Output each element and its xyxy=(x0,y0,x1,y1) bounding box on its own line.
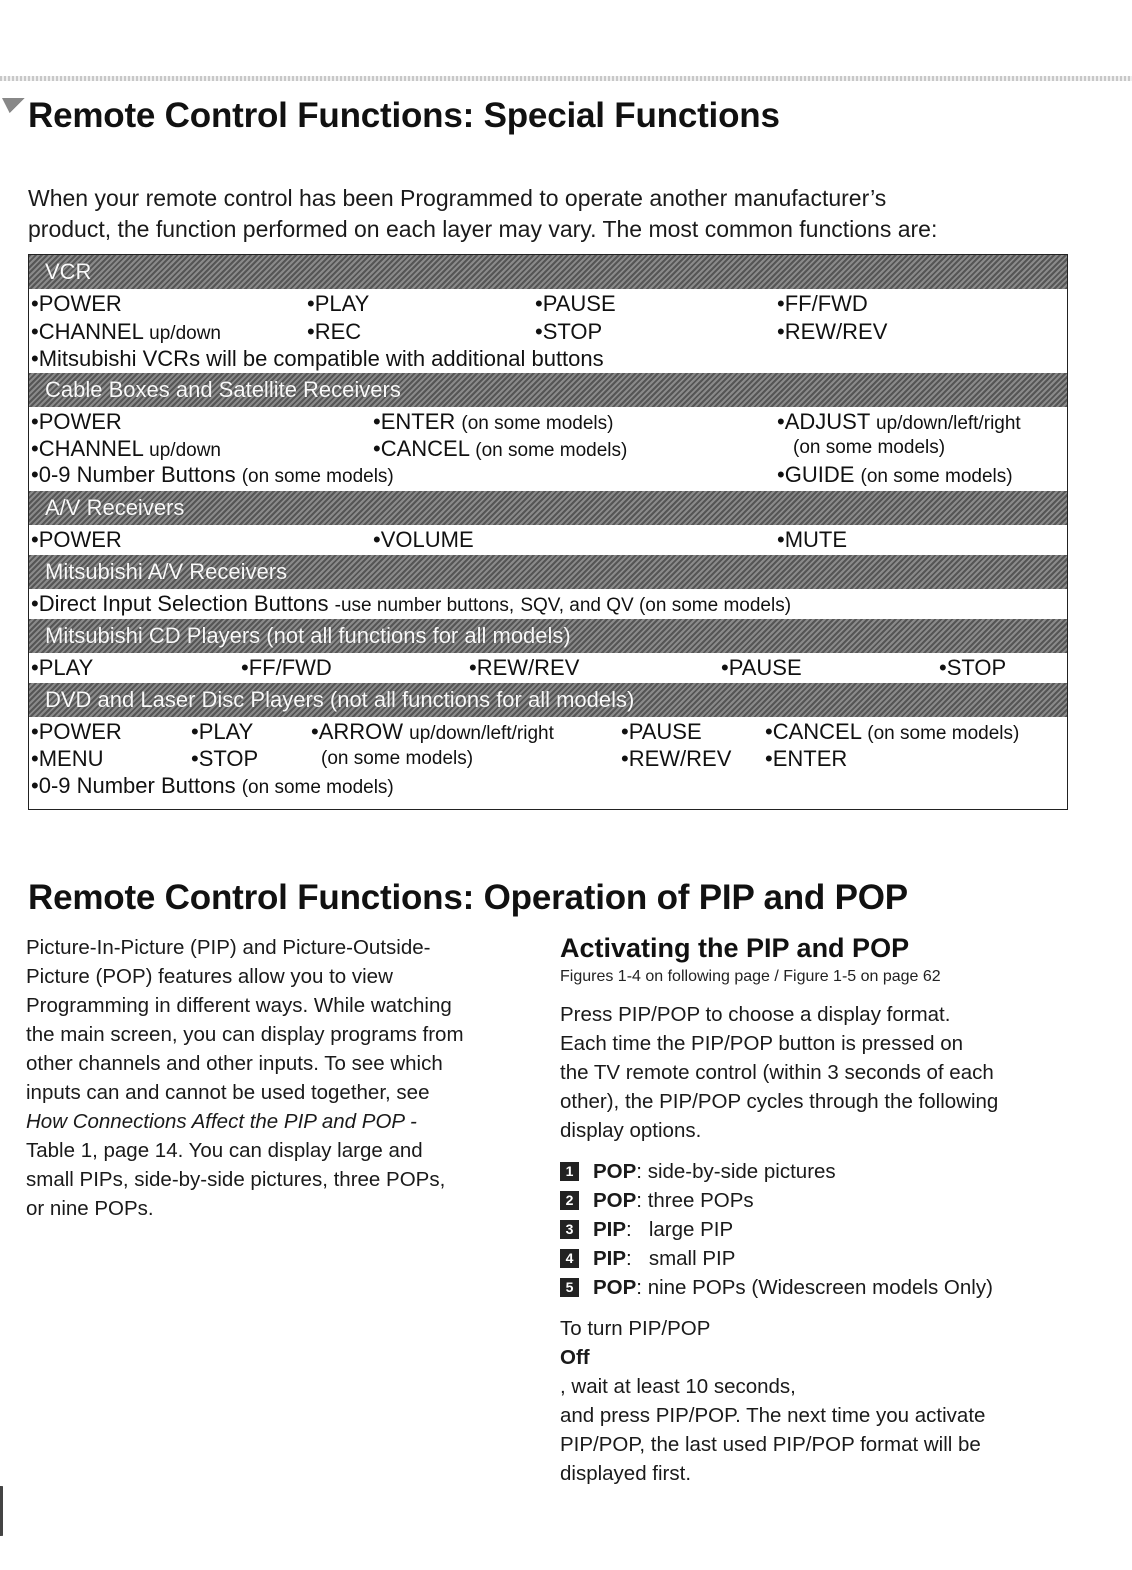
cable-adjust xyxy=(777,409,1021,435)
cable-adjust-label: •ADJUST xyxy=(777,409,870,434)
vcr-channel-label: •CHANNEL xyxy=(31,319,144,344)
cd-ff: •FF/FWD xyxy=(241,655,332,680)
cable-adjust-note2: (on some models) xyxy=(793,437,946,458)
cd-play: •PLAY xyxy=(31,655,94,680)
av-volume: •VOLUME xyxy=(373,527,474,552)
vcr-play: •PLAY xyxy=(307,291,370,316)
cable-guide-note: (on some models) xyxy=(860,466,1013,487)
turn-off-line xyxy=(560,1314,1080,1401)
vcr-note: •Mitsubishi VCRs will be compatible with additional buttons xyxy=(31,346,604,371)
intro-line: product, the function performed on each layer may vary. The most common functions are: xyxy=(28,216,938,242)
mav-direct-note: -use number buttons, xyxy=(334,595,515,616)
cd-header: Mitsubishi CD Players (not all functions for all models) xyxy=(29,619,1067,653)
dvd-power: •POWER xyxy=(31,719,122,744)
option-text: : side-by-side pictures xyxy=(636,1160,836,1183)
page-number-edge xyxy=(0,1486,9,1536)
activation-line: other), the PIP/POP cycles through the following xyxy=(560,1090,999,1113)
activation-paragraph xyxy=(560,1000,1080,1145)
cd-stop: •STOP xyxy=(939,655,1007,680)
dvd-pause: •PAUSE xyxy=(621,719,702,744)
cable-adjust-note: up/down/left/right xyxy=(876,413,1021,434)
dvd-numbers-label: •0-9 Number Buttons xyxy=(31,773,236,798)
pip-intro-line: other channels and other inputs. To see which xyxy=(26,1052,443,1075)
cable-channel xyxy=(31,436,221,462)
vcr-body xyxy=(29,289,1067,373)
section-title-pip: Remote Control Functions: Operation of PIP and POP xyxy=(28,878,908,917)
display-option xyxy=(560,1273,1080,1302)
cable-enter-label: •ENTER xyxy=(373,409,456,434)
display-option xyxy=(560,1215,1080,1244)
cable-body xyxy=(29,407,1067,491)
cd-body xyxy=(29,653,1067,683)
turn-off-line: displayed first. xyxy=(560,1462,692,1485)
cable-guide-label: •GUIDE xyxy=(777,462,855,487)
vcr-pause: •PAUSE xyxy=(535,291,616,316)
cable-cancel xyxy=(373,436,627,462)
dvd-arrow-label: •ARROW xyxy=(311,719,404,744)
cable-numbers-note: (on some models) xyxy=(241,466,394,487)
cable-numbers xyxy=(31,462,394,488)
vcr-channel xyxy=(31,319,221,345)
option-number-badge: 1 xyxy=(560,1162,579,1181)
turn-off-text: , wait at least 10 seconds, xyxy=(560,1375,796,1398)
display-options-list xyxy=(560,1157,1080,1302)
pip-intro-line: inputs can and cannot be used together, see xyxy=(26,1081,430,1104)
cable-power: •POWER xyxy=(31,409,122,434)
activation-line: Press PIP/POP to choose a display format. xyxy=(560,1003,951,1026)
av-body xyxy=(29,525,1067,555)
vcr-rec: •REC xyxy=(307,319,362,344)
display-option xyxy=(560,1157,1080,1186)
turn-off-paragraph xyxy=(560,1314,1080,1488)
display-option xyxy=(560,1186,1080,1215)
vcr-channel-note: up/down xyxy=(149,323,221,344)
pip-intro-paragraph xyxy=(26,933,546,1223)
pip-intro-line: small PIPs, side-by-side pictures, three POPs, xyxy=(26,1168,446,1191)
dvd-play: •PLAY xyxy=(191,719,254,744)
cable-enter-note: (on some models) xyxy=(461,413,614,434)
pip-intro-line-italic: How Connections Affect the PIP and POP - xyxy=(26,1110,417,1133)
activation-line: display options. xyxy=(560,1119,702,1142)
vcr-ff: •FF/FWD xyxy=(777,291,868,316)
activating-heading: Activating the PIP and POP xyxy=(560,933,910,963)
option-number-badge: 4 xyxy=(560,1249,579,1268)
vcr-power: •POWER xyxy=(31,291,122,316)
cable-header: Cable Boxes and Satellite Receivers xyxy=(29,373,1067,407)
cable-numbers-label: •0-9 Number Buttons xyxy=(31,462,236,487)
page-title: Remote Control Functions: Special Functions xyxy=(28,96,780,135)
top-rule xyxy=(0,76,1132,81)
mav-body xyxy=(29,589,1067,619)
option-label: POP xyxy=(593,1160,637,1183)
option-number-badge: 3 xyxy=(560,1220,579,1239)
pip-intro-line: Picture (POP) features allow you to view xyxy=(26,965,393,988)
dvd-enter: •ENTER xyxy=(765,746,848,771)
dvd-header: DVD and Laser Disc Players (not all functions for all models) xyxy=(29,683,1067,717)
pip-intro-line: Table 1, page 14. You can display large and xyxy=(26,1139,423,1162)
cable-channel-note: up/down xyxy=(149,440,221,461)
cable-cancel-label: •CANCEL xyxy=(373,436,470,461)
dvd-arrow-note2: (on some models) xyxy=(321,748,474,769)
off-keyword: Off xyxy=(560,1346,590,1369)
dvd-menu: •MENU xyxy=(31,746,104,771)
av-header: A/V Receivers xyxy=(29,491,1067,525)
functions-table xyxy=(28,254,1068,810)
dvd-rew: •REW/REV xyxy=(621,746,732,771)
av-power: •POWER xyxy=(31,527,122,552)
dvd-arrow-note: up/down/left/right xyxy=(409,723,554,744)
vcr-header: VCR xyxy=(29,255,1067,289)
intro-line: When your remote control has been Programmed to operate another manufacturer’s xyxy=(28,185,887,211)
cable-enter xyxy=(373,409,613,435)
pip-activation-column xyxy=(560,933,1080,1488)
option-text: : small PIP xyxy=(626,1247,736,1270)
dvd-cancel-label: •CANCEL xyxy=(765,719,862,744)
dvd-numbers-note: (on some models) xyxy=(241,777,394,798)
activation-line: Each time the PIP/POP button is pressed on xyxy=(560,1032,964,1055)
dvd-cancel xyxy=(765,719,1019,745)
option-number-badge: 2 xyxy=(560,1191,579,1210)
mav-header: Mitsubishi A/V Receivers xyxy=(29,555,1067,589)
av-mute: •MUTE xyxy=(777,527,848,552)
option-label: PIP xyxy=(593,1218,627,1241)
option-text: : three POPs xyxy=(636,1189,754,1212)
turn-off-line: and press PIP/POP. The next time you activate xyxy=(560,1404,986,1427)
cable-cancel-note: (on some models) xyxy=(475,440,628,461)
cable-guide xyxy=(777,462,1013,488)
option-text: : nine POPs (Widescreen models Only) xyxy=(636,1276,993,1299)
option-label: POP xyxy=(593,1189,637,1212)
pip-intro-line: or nine POPs. xyxy=(26,1197,154,1220)
dvd-arrow xyxy=(311,719,554,745)
mav-direct xyxy=(31,591,791,617)
pip-intro-line: Picture-In-Picture (PIP) and Picture-Outside- xyxy=(26,936,431,959)
option-label: PIP xyxy=(593,1247,627,1270)
display-option xyxy=(560,1244,1080,1273)
option-text: : large PIP xyxy=(626,1218,734,1241)
dvd-body xyxy=(29,717,1067,809)
vcr-stop: •STOP xyxy=(535,319,603,344)
dvd-stop: •STOP xyxy=(191,746,259,771)
figure-reference: Figures 1-4 on following page / Figure 1-5 on page 62 xyxy=(560,968,941,985)
mav-direct-tail: SQV, and QV (on some models) xyxy=(520,595,792,616)
intro-paragraph xyxy=(28,183,1078,245)
dvd-numbers xyxy=(31,773,394,799)
corner-arrow-icon xyxy=(2,98,26,124)
turn-off-line: PIP/POP, the last used PIP/POP format will be xyxy=(560,1433,981,1456)
mav-direct-label: •Direct Input Selection Buttons xyxy=(31,591,329,616)
vcr-rew: •REW/REV xyxy=(777,319,888,344)
option-label: POP xyxy=(593,1276,637,1299)
pip-intro-line: the main screen, you can display programs from xyxy=(26,1023,464,1046)
cd-pause: •PAUSE xyxy=(721,655,802,680)
option-number-badge: 5 xyxy=(560,1278,579,1297)
cable-channel-label: •CHANNEL xyxy=(31,436,144,461)
dvd-cancel-note: (on some models) xyxy=(867,723,1020,744)
cd-rew: •REW/REV xyxy=(469,655,580,680)
activation-line: the TV remote control (within 3 seconds of each xyxy=(560,1061,994,1084)
turn-off-text: To turn PIP/POP xyxy=(560,1317,716,1340)
pip-intro-line: Programming in different ways. While watching xyxy=(26,994,452,1017)
